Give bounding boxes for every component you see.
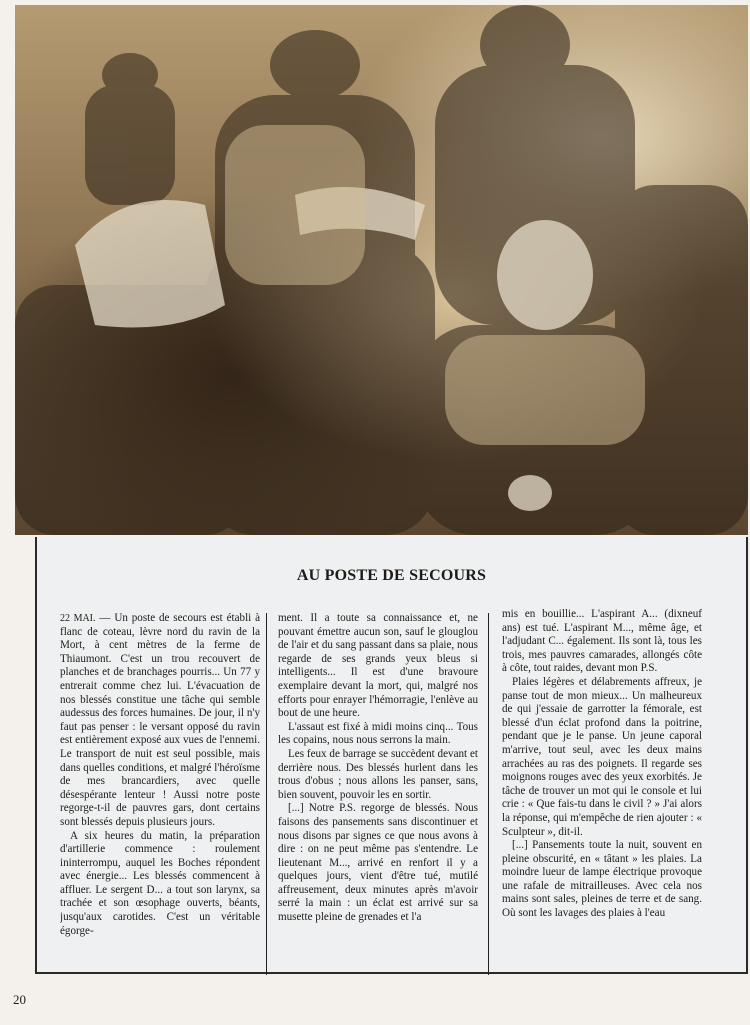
- paragraph: [...] Pansements toute la nuit, souvent en pleine obscurité, en « tâtant » les plaies. La moindre lueur de lampe électrique provoque une rafale de mitrailleuses. Avec cela nos mains sont sales, pleines de terre et de sang. Où sont les lavages des plaies à l'eau: [502, 839, 702, 920]
- date-label: 22 MAI.: [60, 613, 96, 624]
- article-panel: [35, 537, 748, 974]
- paragraph-text: — Un poste de secours est établi à flanc de coteau, lèvre nord du ravin de la Mort, à cent mètres de la ferme de Thiaumont. C'est un trou recouvert de planches et de branchages pourris... Un 77 y entrerait comme chez lui. L'évacuation de nos blessés constitue une tâche qui semble audessus des forces humaines. De jour, il n'y faut pas penser : le versant opposé du ravin est entièrement exposé aux vues de l'ennemi. Le transport de nuit est seul possible, mais dans quelles conditions, et malgré l'héroïsme de mes brancardiers, avec quelle désespérante lenteur ! Aussi notre poste regorge-t-il de pauvres gars, dont certains sont blessés depuis plusieurs jours.: [60, 612, 260, 828]
- paragraph: [...] Notre P.S. regorge de blessés. Nous faisons des pansements sans discontinuer et nous disons par signes ce que nous avons à dire : on ne peut même pas s'entendre. Le lieutenant M..., arrivé en renfort il y a quelques jours, vient d'être tué, mutilé affreusement, deux minutes après m'avoir serré la main : un éclat est arrivé sur sa musette pleine de grenades et l'a: [278, 802, 478, 924]
- paragraph: ment. Il a toute sa connaissance et, ne pouvant émettre aucun son, sauf le glouglou de l'air et du sang passant dans sa plaie, nous regarde de ses grands yeux bleus si intelligents... Il est d'une bravoure exemplaire devant la mort, qui, malgré nos efforts pour enrayer l'hémorragie, l'enlève au bout de une heure.: [278, 612, 478, 720]
- paragraph: mis en bouillie... L'aspirant A... (dixneuf ans) est tué. L'aspirant M..., même âge, et l'adjudant C... également. Ils sont là, tous les trois, mes pauvres camarades, allongés côte à côte, tout raides, devant mon P.S.: [502, 608, 702, 675]
- paragraph: [60, 612, 260, 830]
- paragraph: Plaies légères et délabrements affreux, je panse tout de mon mieux... Un malheureux de qui j'essaie de garrotter la fémorale, est blessé d'un éclat profond dans la poitrine, pendant que je le panse. Un jeune caporal m'arrive, tout seul, avec les deux mains arrachées au ras des poignets. Il regarde ses moignons rouges avec des yeux exorbités. Je tâche de trouver un mot qui le console et lui crie : « Que fais-tu dans le civil ? » J'ai alors la réponse, qui m'empêche de rien ajouter : « Sculpteur », dit-il.: [502, 675, 702, 838]
- article-column-2: [278, 612, 478, 962]
- sepia-photo-wounded-soldiers-icon: [15, 5, 748, 535]
- column-divider: [266, 613, 267, 975]
- paragraph: L'assaut est fixé à midi moins cinq... Tous les copains, nous nous serrons la main.: [278, 720, 478, 747]
- sepia-photograph: [15, 5, 748, 535]
- paragraph: A six heures du matin, la préparation d'artillerie commence : roulement ininterrompu, auquel les Boches répondent avec énergie... Les blessés commencent à affluer. Le sergent D... a tout son larynx, sa trachée et son œsophage ouverts, béants, jusqu'aux carotides. C'est un véritable égorge-: [60, 829, 260, 937]
- article-column-3: [502, 608, 702, 958]
- article-column-1: [60, 612, 260, 962]
- column-divider: [488, 613, 489, 975]
- page-number: 20: [13, 992, 26, 1007]
- paragraph: Les feux de barrage se succèdent devant et derrière nous. Des blessés hurlent dans les trous d'obus ; nous allons les panser, sans, bien souvent, pouvoir les en sortir.: [278, 747, 478, 801]
- article-title: AU POSTE DE SECOURS: [296, 567, 487, 584]
